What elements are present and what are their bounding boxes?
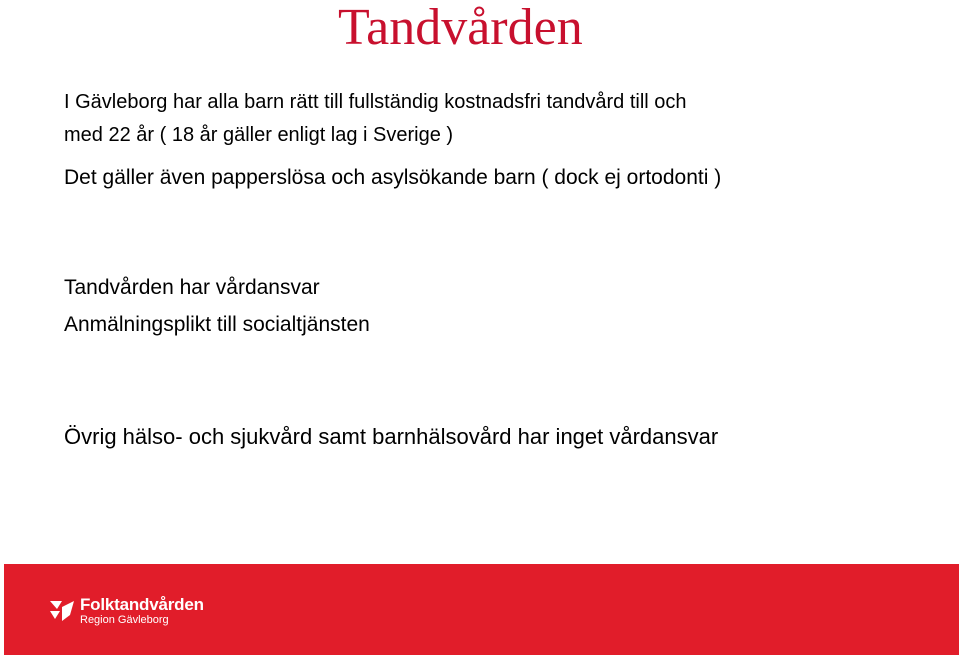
body-line-6: Övrig hälso- och sjukvård samt barnhälsovård har inget vårdansvar [64,424,719,449]
logo-subtitle: Region Gävleborg [80,614,169,626]
body-line-5: Anmälningsplikt till socialtjänsten [64,313,370,336]
folktandvarden-logo [48,596,204,626]
body-line-4: Tandvården har vårdansvar [64,276,320,299]
slide-title: Tandvården [338,0,583,56]
logo-name: Folktandvården [80,595,204,614]
body-line-2: med 22 år ( 18 år gäller enligt lag i Sverige ) [64,124,454,146]
body-line-1: I Gävleborg har alla barn rätt till fullständig kostnadsfri tandvård till och [64,91,687,113]
folktandvarden-logo-icon [48,597,76,625]
body-line-3: Det gäller även papperslösa och asylsökande barn ( dock ej ortodonti ) [64,166,722,189]
footer-bar [4,564,959,655]
